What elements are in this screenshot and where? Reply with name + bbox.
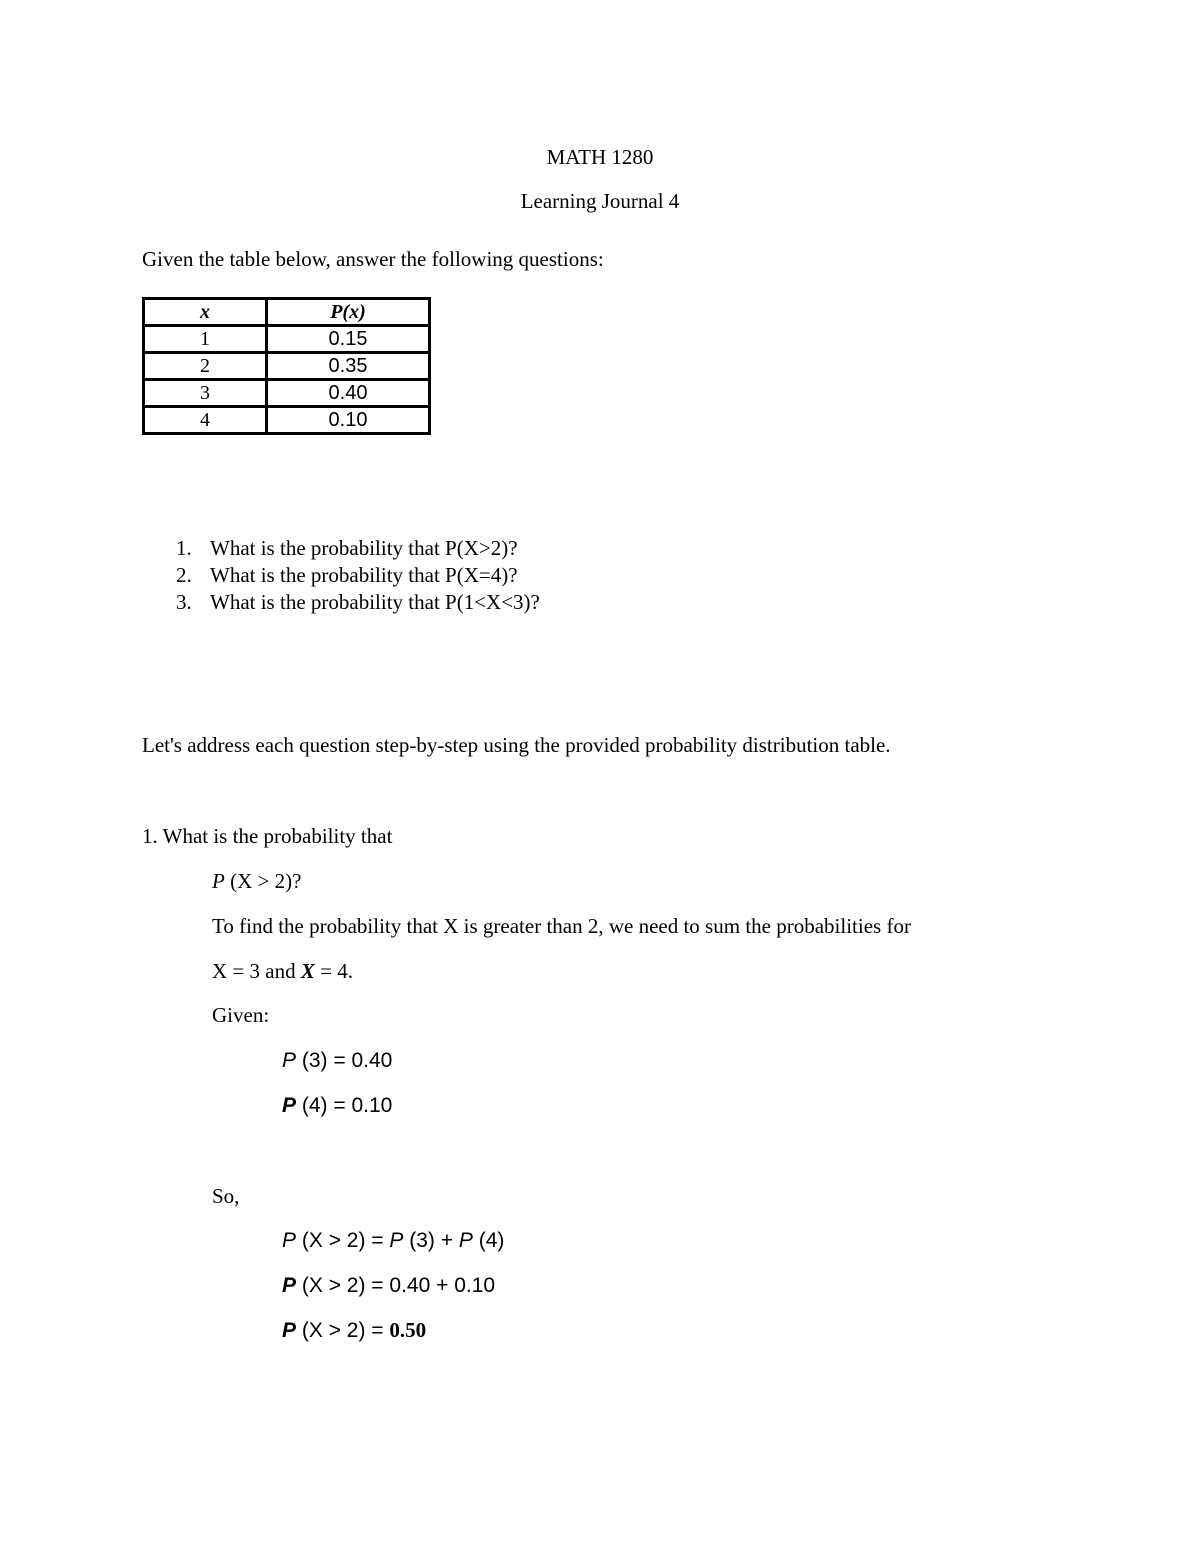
symbol-x: X (300, 959, 315, 983)
question-item (176, 538, 518, 559)
explanation-line (212, 961, 353, 982)
header-px: P(x) (267, 299, 430, 326)
equation-text: (4) = 0.10 (301, 1094, 393, 1117)
calc-step (282, 1275, 495, 1296)
question-text: What is the probability that P(X>2)? (210, 536, 518, 560)
cell-x: 2 (144, 353, 267, 380)
cell-x: 4 (144, 407, 267, 434)
symbol-p: P (282, 1319, 297, 1342)
equation-text: (3) = 0.40 (301, 1049, 393, 1072)
given-equation (282, 1050, 392, 1071)
intro-text: Given the table below, answer the following questions: (142, 247, 604, 271)
question-text: What is the probability that P(1<X<3)? (210, 590, 540, 614)
calc-step (282, 1230, 504, 1251)
question-item (176, 592, 540, 613)
question-number: 1. (176, 536, 192, 560)
table-row (144, 380, 430, 407)
cell-x: 3 (144, 380, 267, 407)
explanation-line: To find the probability that X is greater than 2, we need to sum the probabilities for (212, 914, 911, 938)
explanation-part: X = 3 and (212, 959, 301, 983)
symbol-p: P (212, 869, 225, 893)
page-title: Learning Journal 4 (520, 189, 680, 213)
given-label: Given: (212, 1003, 270, 1027)
table-row (144, 326, 430, 353)
cell-p: 0.10 (267, 407, 430, 434)
question-expression (212, 871, 301, 892)
table-header-row (144, 299, 430, 326)
symbol-p: P (282, 1094, 297, 1117)
step-text: (X > 2) = 0.40 + 0.10 (301, 1274, 496, 1297)
cell-x: 1 (144, 326, 267, 353)
question-number: 2. (176, 563, 192, 587)
symbol-p: P (282, 1049, 297, 1072)
step-text: (3) + (403, 1229, 459, 1252)
cell-p: 0.35 (267, 353, 430, 380)
cell-p: 0.15 (267, 326, 430, 353)
explanation-part: = 4. (314, 959, 353, 983)
answer-heading: 1. What is the probability that (142, 824, 393, 848)
step-text: (X > 2) = (301, 1319, 390, 1342)
table-row (144, 407, 430, 434)
given-equation (282, 1095, 392, 1116)
symbol-p: P (282, 1274, 297, 1297)
symbol-p: P (282, 1229, 297, 1252)
step-text: (X > 2) = (301, 1229, 390, 1252)
symbol-p: P (389, 1229, 404, 1252)
step-text: (4) (472, 1229, 505, 1252)
question-item (176, 565, 518, 586)
final-result: 0.50 (389, 1318, 427, 1342)
calc-step (282, 1320, 426, 1341)
so-label: So, (212, 1184, 240, 1208)
symbol-p: P (458, 1229, 473, 1252)
probability-table (142, 297, 431, 435)
course-title: MATH 1280 (546, 145, 654, 169)
table-row (144, 353, 430, 380)
question-text: What is the probability that P(X=4)? (210, 563, 518, 587)
cell-p: 0.40 (267, 380, 430, 407)
question-number: 3. (176, 590, 192, 614)
header-x: x (144, 299, 267, 326)
expression-text: (X > 2)? (230, 869, 302, 893)
answer-intro: Let's address each question step-by-step using the provided probability distribution table. (142, 733, 891, 757)
